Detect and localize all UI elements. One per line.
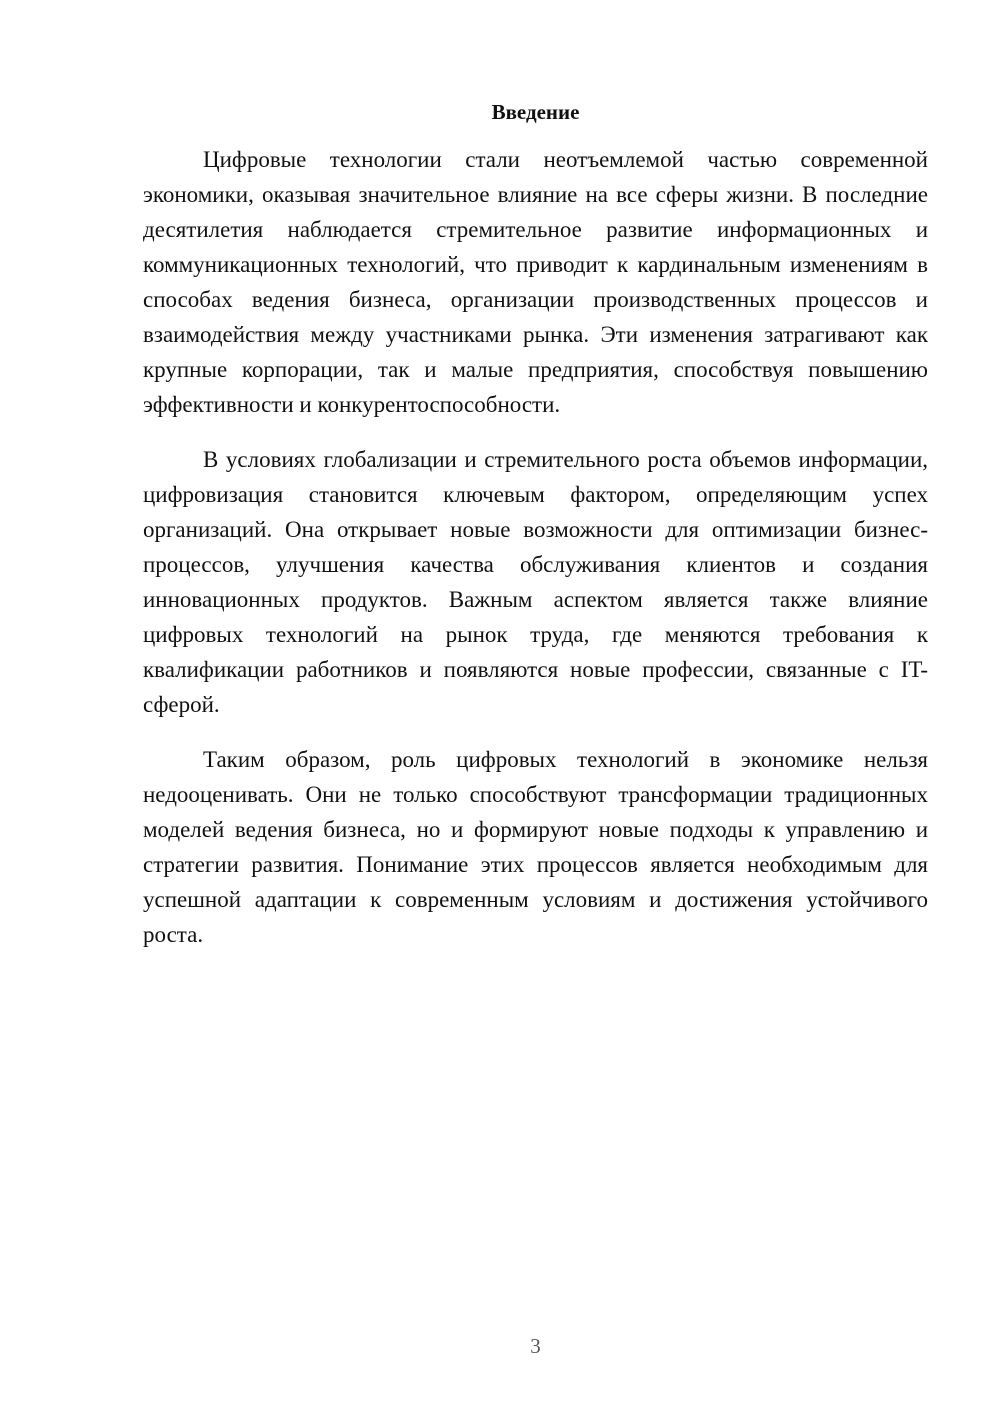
- page-number: 3: [530, 1334, 541, 1358]
- paragraph-2: В условиях глобализации и стремительного роста объемов информации, цифровизация становится ключевым фактором, определяющим успех организаций. Она открывает новые возможности для оптимизации бизнес-процессов, улучшения качества обслуживания клиентов и создания инновационных продуктов. Важным аспектом является также влияние цифровых технологий на рынок труда, где меняются требования к квалификации работников и появляются новые профессии, связанные с IT-сферой.: [143, 447, 928, 717]
- paragraph-1: Цифровые технологии стали неотъемлемой частью современной экономики, оказывая значительное влияние на все сферы жизни. В последние десятилетия наблюдается стремительное развитие информационных и коммуникационных технологий, что приводит к кардинальным изменениям в способах ведения бизнеса, организации производственных процессов и взаимодействия между участниками рынка. Эти изменения затрагивают как крупные корпорации, так и малые предприятия, способствуя повышению эффективности и конкурентоспособности.: [143, 147, 928, 417]
- body-text: [143, 142, 928, 972]
- paragraph-3: Таким образом, роль цифровых технологий в экономике нельзя недооценивать. Они не только способствуют трансформации традиционных моделей ведения бизнеса, но и формируют новые подходы к управлению и стратегии развития. Понимание этих процессов является необходимым для успешной адаптации к современным условиям и достижения устойчивого роста.: [143, 747, 928, 947]
- section-title: Введение: [491, 100, 580, 124]
